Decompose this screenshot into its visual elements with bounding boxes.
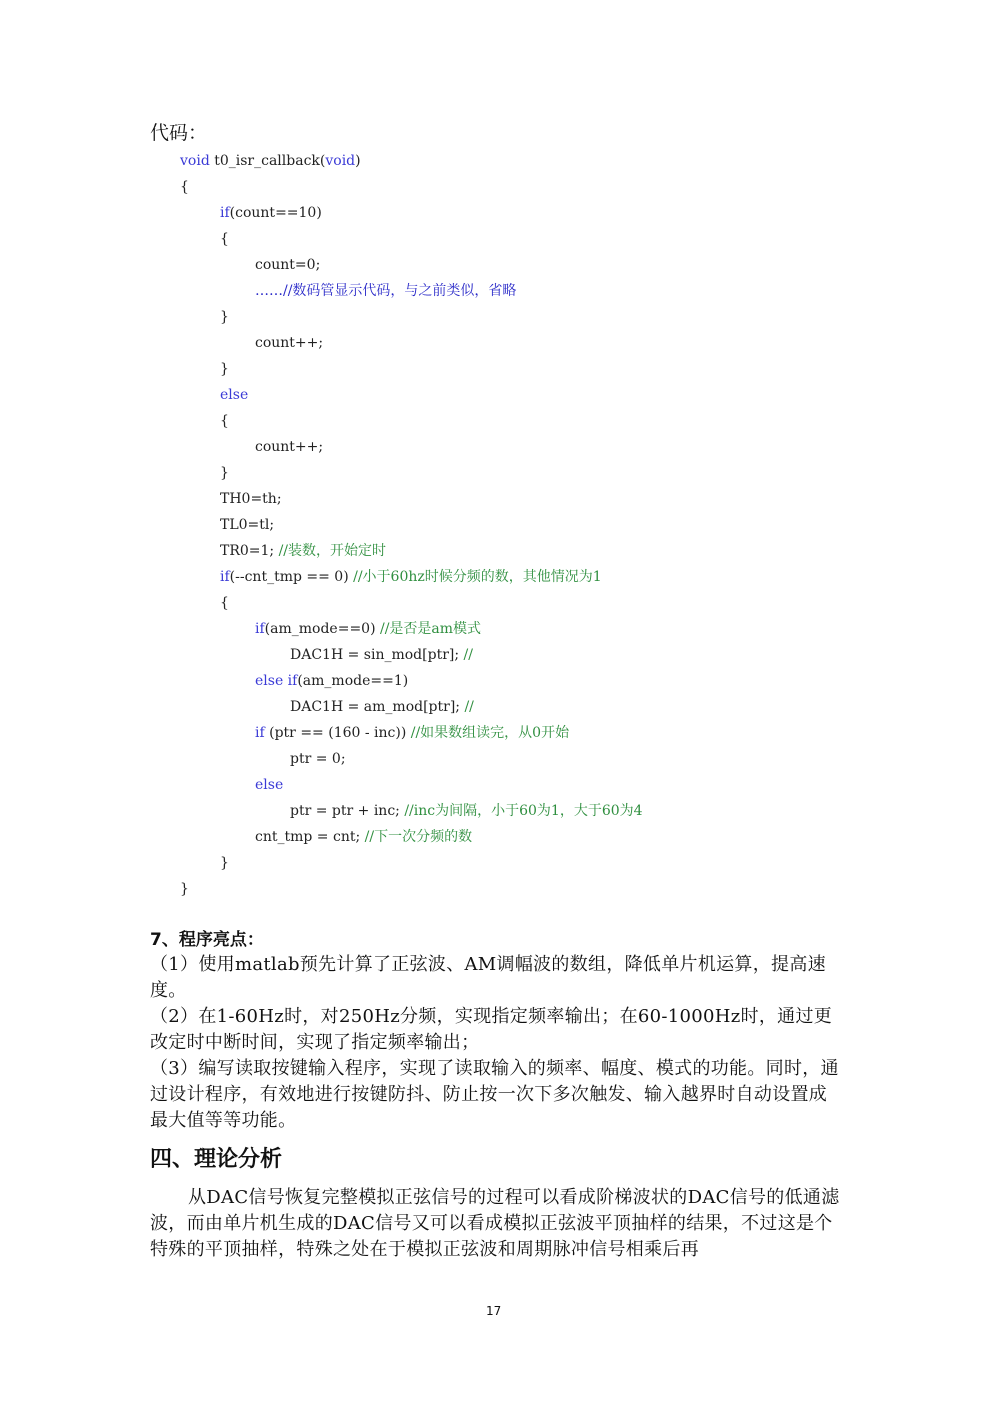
code-text: TH0=th; (220, 491, 282, 507)
code-text: ) (355, 153, 361, 169)
code-text: (count==10) (229, 205, 322, 221)
section-4-heading: 四、理论分析 (150, 1147, 283, 1172)
code-comment: //是否是am模式 (380, 621, 482, 637)
highlight-item-1: （1）使用matlab预先计算了正弦波、AM调幅波的数组，降低单片机运算，提高速度。 (150, 954, 826, 1001)
page-number: 17 (486, 1304, 502, 1318)
code-text: cnt_tmp = cnt; (255, 829, 365, 845)
code-line (220, 382, 248, 408)
code-line (220, 564, 602, 590)
code-text: } (220, 465, 229, 481)
code-line (180, 174, 189, 200)
code-comment: //如果数组读完，从0开始 (410, 725, 570, 741)
code-text: } (180, 881, 189, 897)
highlight-item-3: （3）编写读取按键输入程序，实现了读取输入的频率、幅度、模式的功能。同时，通过设计程序，有效地进行按键防抖、防止按一次下多次触发、输入越界时自动设置成最大值等等功能。 (150, 1058, 839, 1131)
code-text: TR0=1; (220, 543, 279, 559)
code-text: } (220, 361, 229, 377)
highlight-item-2: （2）在1-60Hz时，对250Hz分频，实现指定频率输出；在60-1000Hz时，通过更改定时中断时间，实现了指定频率输出； (150, 1006, 833, 1053)
code-line (290, 746, 346, 772)
code-text: { (220, 595, 229, 611)
code-text: count++; (255, 335, 324, 351)
code-comment: //inc为间隔，小于60为1，大于60为4 (404, 803, 643, 819)
code-keyword: else if (255, 673, 298, 689)
code-line (220, 538, 386, 564)
code-comment: // (464, 699, 474, 715)
code-line (220, 226, 229, 252)
code-keyword: if (220, 569, 230, 585)
code-line (290, 798, 643, 824)
code-text: DAC1H = am_mod[ptr]; (290, 699, 465, 715)
code-text: { (180, 179, 189, 195)
code-text: (--cnt_tmp == 0) (229, 569, 354, 585)
code-line (220, 590, 229, 616)
code-line (220, 460, 229, 486)
code-line (290, 694, 474, 720)
code-keyword: void (180, 153, 210, 169)
code-text: t0_isr_callback( (209, 153, 326, 169)
code-line (220, 850, 229, 876)
code-line (255, 668, 408, 694)
code-line (220, 512, 274, 538)
code-comment: ……//数码管显示代码，与之前类似，省略 (255, 283, 517, 299)
code-comment: //装数，开始定时 (278, 543, 387, 559)
code-label: 代码： (150, 122, 208, 144)
code-line (220, 200, 322, 226)
code-text: (am_mode==0) (264, 621, 380, 637)
code-text: (am_mode==1) (297, 673, 409, 689)
code-text: ptr = 0; (290, 751, 346, 767)
code-line (255, 252, 320, 278)
code-line (180, 148, 361, 174)
code-line (220, 486, 282, 512)
code-line (255, 824, 472, 850)
code-text: (ptr == (160 - inc)) (264, 725, 411, 741)
code-comment: //下一次分频的数 (364, 829, 473, 845)
code-line (255, 434, 323, 460)
code-line (220, 356, 229, 382)
section-7-heading: 7、程序亮点： (150, 930, 264, 950)
code-text: } (220, 855, 229, 871)
code-line (255, 720, 569, 746)
code-comment: // (463, 647, 473, 663)
code-keyword: else (255, 777, 284, 793)
code-line (255, 616, 481, 642)
code-line (255, 772, 283, 798)
code-keyword: void (325, 153, 356, 169)
code-line (255, 330, 323, 356)
code-line (220, 304, 229, 330)
code-text: TL0=tl; (220, 517, 275, 533)
code-text: count=0; (255, 257, 321, 273)
theory-paragraph: 从DAC信号恢复完整模拟正弦信号的过程可以看成阶梯波状的DAC信号的低通滤波，而由单片机生成的DAC信号又可以看成模拟正弦波平顶抽样的结果，不过这是个特殊的平顶抽样，特殊之处在于模拟正弦波和周期脉冲信号相乘后再 (150, 1187, 840, 1260)
code-keyword: if (255, 725, 265, 741)
code-comment: //小于60hz时候分频的数，其他情况为1 (353, 569, 602, 585)
code-text: ptr = ptr + inc; (290, 803, 405, 819)
code-text: count++; (255, 439, 324, 455)
code-line (180, 876, 189, 902)
code-text: } (220, 309, 229, 325)
code-text: { (220, 413, 229, 429)
code-keyword: if (220, 205, 230, 221)
code-text: { (220, 231, 229, 247)
code-keyword: else (220, 387, 249, 403)
code-line (290, 642, 473, 668)
code-keyword: if (255, 621, 265, 637)
code-line (255, 278, 516, 304)
code-text: DAC1H = sin_mod[ptr]; (290, 647, 464, 663)
code-line (220, 408, 229, 434)
